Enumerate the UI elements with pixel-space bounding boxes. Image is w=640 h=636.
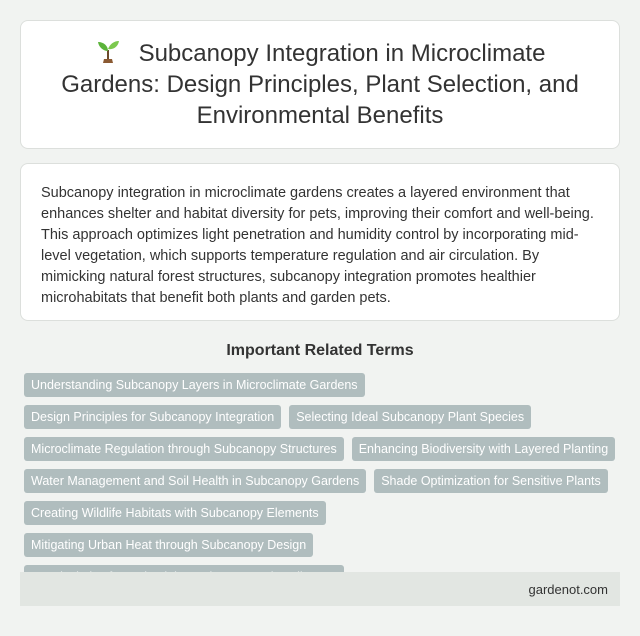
related-term-chip[interactable]: Water Management and Soil Health in Subcanopy Gardens: [24, 469, 366, 493]
page-title: [51, 38, 589, 131]
summary-card: [20, 163, 620, 321]
footer-bar: [20, 572, 620, 606]
related-term-chip[interactable]: Creating Wildlife Habitats with Subcanopy Elements: [24, 501, 326, 525]
related-term-chip[interactable]: Understanding Subcanopy Layers in Microclimate Gardens: [24, 373, 365, 397]
related-terms-heading: Important Related Terms: [226, 342, 414, 359]
related-term-chip[interactable]: Enhancing Biodiversity with Layered Planting: [352, 437, 615, 461]
title-card: [20, 20, 620, 149]
related-term-chip[interactable]: Design Principles for Subcanopy Integration: [24, 405, 281, 429]
related-terms-list: [20, 373, 620, 589]
related-term-chip[interactable]: Mitigating Urban Heat through Subcanopy Design: [24, 533, 313, 557]
related-term-chip[interactable]: Selecting Ideal Subcanopy Plant Species: [289, 405, 531, 429]
related-term-chip[interactable]: Shade Optimization for Sensitive Plants: [374, 469, 608, 493]
related-term-chip[interactable]: Microclimate Regulation through Subcanopy Structures: [24, 437, 344, 461]
page-title-text: Subcanopy Integration in Microclimate Gardens: Design Principles, Plant Selection, and Environmental Benefits: [61, 40, 579, 129]
sprout-icon: [95, 38, 121, 64]
summary-text: Subcanopy integration in microclimate gardens creates a layered environment that enhances shelter and habitat diversity for pets, improving their comfort and well-being. This approach optimizes light penetration and humidity control by incorporating mid-level vegetation, which supports temperature regulation and air circulation. By mimicking natural forest structures, subcanopy integration promotes healthier microhabitats that benefit both plants and garden pets.: [41, 185, 594, 306]
footer-site-link[interactable]: gardenot.com: [528, 581, 608, 597]
